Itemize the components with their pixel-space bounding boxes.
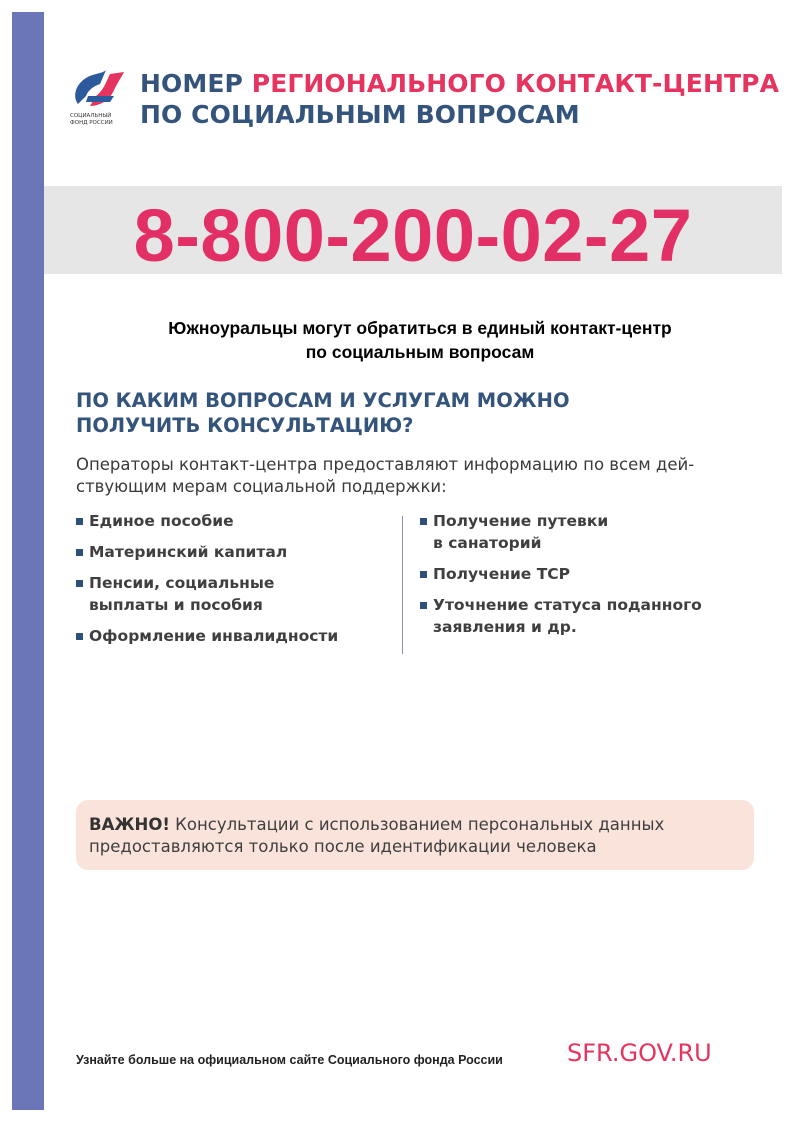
section-heading-line1: ПО КАКИМ ВОПРОСАМ И УСЛУГАМ МОЖНО bbox=[76, 389, 570, 412]
list-item: Пенсии, социальные выплаты и пособия bbox=[76, 572, 396, 616]
description bbox=[76, 454, 776, 498]
footer-note: Узнайте больше на официальном сайте Социального фонда России bbox=[76, 1053, 503, 1067]
services-list-right bbox=[420, 510, 780, 647]
important-text-line1: Консультации с использованием персональных данных bbox=[169, 815, 665, 834]
section-heading-line2: ПОЛУЧИТЬ КОНСУЛЬТАЦИЮ? bbox=[76, 414, 414, 437]
list-item: Уточнение статуса поданного заявления и др. bbox=[420, 594, 780, 638]
title-part2: РЕГИОНАЛЬНОГО КОНТАКТ-ЦЕНТРА bbox=[251, 69, 780, 98]
bullet-square-icon bbox=[420, 571, 427, 578]
important-text bbox=[89, 814, 759, 858]
title-line2: ПО СОЦИАЛЬНЫМ ВОПРОСАМ bbox=[140, 100, 580, 129]
logo-caption bbox=[70, 113, 140, 126]
section-heading bbox=[76, 388, 570, 438]
phone-number[interactable]: 8-800-200-02-27 bbox=[133, 194, 693, 277]
bullet-square-icon bbox=[76, 580, 83, 587]
description-line2: ствующим мерам социальной поддержки: bbox=[76, 477, 447, 496]
column-divider bbox=[402, 516, 403, 654]
bullet-square-icon bbox=[420, 602, 427, 609]
description-line1: Операторы контакт-центра предоставляют информацию по всем дей- bbox=[76, 455, 695, 474]
intro-line1: Южноуральцы могут обратиться в единый контакт-центр bbox=[168, 318, 672, 338]
page-title bbox=[140, 68, 779, 130]
list-item: Оформление инвалидности bbox=[76, 625, 396, 647]
list-item: Материнский капитал bbox=[76, 541, 396, 563]
services-list-left bbox=[76, 510, 396, 656]
list-item: Получение ТСР bbox=[420, 563, 780, 585]
logo-caption-line2: ФОНД РОССИИ bbox=[70, 119, 113, 126]
important-text-line2: предоставляются только после идентификации человека bbox=[89, 837, 597, 856]
bullet-square-icon bbox=[420, 518, 427, 525]
intro-line2: по социальным вопросам bbox=[305, 342, 535, 362]
logo-caption-line1: СОЦИАЛЬНЫЙ bbox=[70, 113, 112, 119]
bullet-square-icon bbox=[76, 518, 83, 525]
title-part1: НОМЕР bbox=[140, 69, 252, 98]
important-label: ВАЖНО! bbox=[89, 815, 170, 834]
list-item: Единое пособие bbox=[76, 510, 396, 532]
intro-text bbox=[60, 316, 780, 364]
left-accent-bar bbox=[12, 12, 44, 1110]
list-item: Получение путевки в санаторий bbox=[420, 510, 780, 554]
bullet-square-icon bbox=[76, 633, 83, 640]
website-link[interactable]: SFR.GOV.RU bbox=[567, 1039, 712, 1067]
bullet-square-icon bbox=[76, 549, 83, 556]
